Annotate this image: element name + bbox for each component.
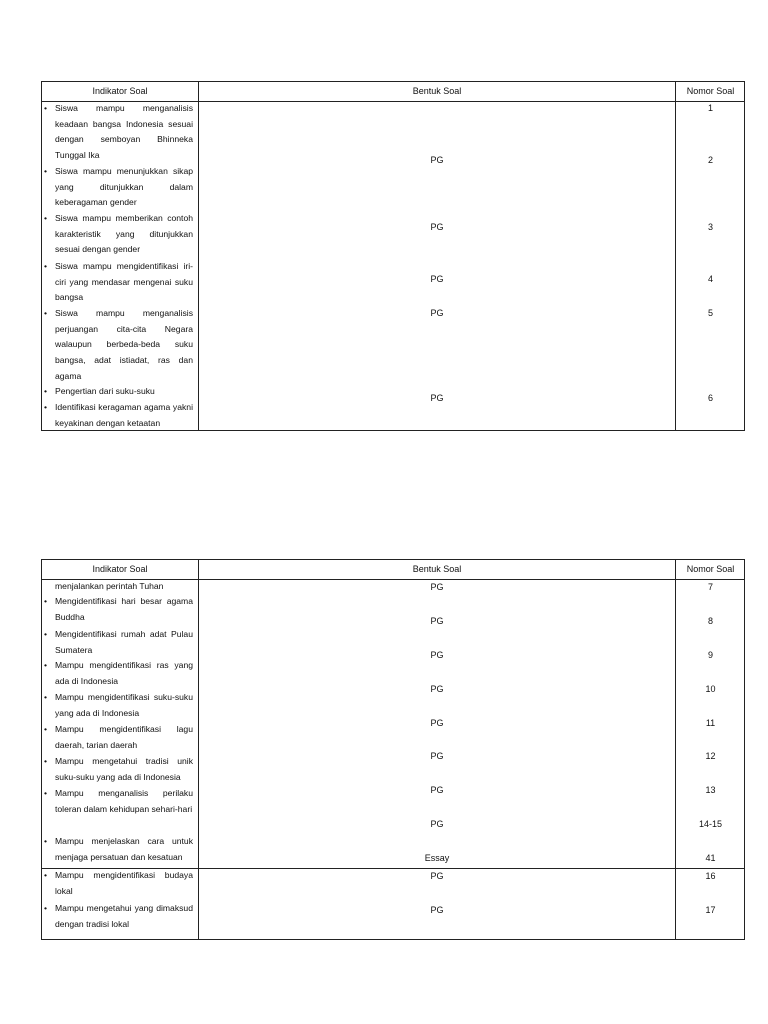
column-divider bbox=[198, 82, 199, 430]
bentuk-cell: PG bbox=[430, 222, 444, 232]
nomor-cell: 10 bbox=[705, 684, 716, 694]
indicator-continuation: menjalankan perintah Tuhan bbox=[55, 581, 164, 591]
indicator-item: • Siswa mampu memberikan contoh karakteristik yang ditunjukkan sesuai dengan gender bbox=[44, 213, 193, 255]
bentuk-cell: PG bbox=[430, 616, 444, 626]
bentuk-cell: PG bbox=[430, 684, 444, 694]
question-table-2 bbox=[41, 559, 745, 940]
bullet-icon: • bbox=[44, 402, 48, 412]
bentuk-cell: PG bbox=[430, 650, 444, 660]
bullet-icon: • bbox=[44, 596, 48, 606]
nomor-cell: 13 bbox=[705, 785, 716, 795]
indicator-item: • Siswa mampu menunjukkan sikap yang ditunjukkan dalam keberagaman gender bbox=[44, 166, 193, 208]
table-header bbox=[42, 82, 744, 102]
nomor-cell: 9 bbox=[707, 650, 713, 660]
bullet-icon: • bbox=[44, 166, 48, 176]
bentuk-cell: PG bbox=[430, 871, 444, 881]
bentuk-cell: PG bbox=[430, 582, 444, 592]
indicator-item: • Mampu mengidentifikasi suku-suku yang ada di Indonesia bbox=[44, 692, 193, 718]
bentuk-cell: PG bbox=[430, 751, 444, 761]
column-divider bbox=[675, 82, 676, 430]
nomor-cell: 3 bbox=[707, 222, 713, 232]
bullet-icon: • bbox=[44, 903, 48, 913]
bentuk-cell: PG bbox=[430, 274, 444, 284]
indicator-item: • Mampu menganalisis perilaku toleran dalam kehidupan sehari-hari bbox=[44, 788, 193, 814]
indicator-item: • Siswa mampu menganalisis keadaan bangsa Indonesia sesuai dengan semboyan Bhinneka Tunggal Ika bbox=[44, 103, 193, 161]
indicator-item: • Mengidentifikasi hari besar agama Buddha bbox=[44, 596, 193, 622]
table-header bbox=[42, 560, 744, 580]
indicator-item: • Mampu mengetahui tradisi unik suku-suku yang ada di Indonesia bbox=[44, 756, 193, 782]
bentuk-cell: PG bbox=[430, 393, 444, 403]
header-indikator: Indikator Soal bbox=[92, 564, 148, 574]
bentuk-cell: PG bbox=[430, 308, 444, 318]
bullet-icon: • bbox=[44, 756, 48, 766]
bullet-icon: • bbox=[44, 836, 48, 846]
bullet-icon: • bbox=[44, 308, 48, 318]
bentuk-cell: Essay bbox=[424, 853, 450, 863]
bentuk-cell: PG bbox=[430, 785, 444, 795]
header-bentuk: Bentuk Soal bbox=[412, 564, 462, 574]
nomor-cell: 8 bbox=[707, 616, 713, 626]
bullet-icon: • bbox=[44, 692, 48, 702]
bullet-icon: • bbox=[44, 724, 48, 734]
bentuk-cell: PG bbox=[430, 718, 444, 728]
header-nomor: Nomor Soal bbox=[686, 564, 735, 574]
bentuk-cell: PG bbox=[430, 905, 444, 915]
bullet-icon: • bbox=[44, 788, 48, 798]
indicator-item: • Siswa mampu mengidentifikasi iri-ciri yang mendasar mengenai suku bangsa bbox=[44, 261, 193, 303]
bullet-icon: • bbox=[44, 660, 48, 670]
header-bentuk: Bentuk Soal bbox=[412, 86, 462, 96]
indicator-item: • Mampu menjelaskan cara untuk menjaga persatuan dan kesatuan bbox=[44, 836, 193, 862]
nomor-cell: 11 bbox=[705, 718, 716, 728]
header-nomor: Nomor Soal bbox=[686, 86, 735, 96]
indicator-item: • Mampu mengidentifikasi ras yang ada di Indonesia bbox=[44, 660, 193, 686]
nomor-cell: 1 bbox=[707, 103, 713, 113]
nomor-cell: 41 bbox=[705, 853, 716, 863]
bentuk-cell: PG bbox=[430, 819, 444, 829]
nomor-cell: 2 bbox=[707, 155, 713, 165]
nomor-cell: 17 bbox=[705, 905, 716, 915]
indicator-item: • Pengertian dari suku-suku bbox=[44, 384, 193, 400]
nomor-cell: 12 bbox=[705, 751, 716, 761]
question-table-1 bbox=[41, 81, 745, 431]
header-indikator: Indikator Soal bbox=[92, 86, 148, 96]
nomor-cell: 6 bbox=[707, 393, 713, 403]
bullet-icon: • bbox=[44, 870, 48, 880]
bentuk-cell: PG bbox=[430, 155, 444, 165]
indicator-item: • Mampu mengidentifikasi budaya lokal bbox=[44, 870, 193, 896]
nomor-cell: 14-15 bbox=[698, 819, 723, 829]
indicator-item: • Siswa mampu menganalisis perjuangan cita-cita Negara walaupun berbeda-beda suku bangsa, adat istiadat, ras dan agama bbox=[44, 308, 193, 381]
bullet-icon: • bbox=[44, 103, 48, 113]
bullet-icon: • bbox=[44, 629, 48, 639]
bullet-icon: • bbox=[44, 386, 48, 396]
bullet-icon: • bbox=[44, 213, 48, 223]
nomor-cell: 16 bbox=[705, 871, 716, 881]
bullet-icon: • bbox=[44, 261, 48, 271]
indicator-item: • Mengidentifikasi rumah adat Pulau Sumatera bbox=[44, 629, 193, 655]
indicator-item: • Mampu mengetahui yang dimaksud dengan tradisi lokal bbox=[44, 903, 193, 929]
indicator-item: • Mampu mengidentifikasi lagu daerah, tarian daerah bbox=[44, 724, 193, 750]
nomor-cell: 5 bbox=[707, 308, 713, 318]
nomor-cell: 7 bbox=[707, 582, 713, 592]
nomor-cell: 4 bbox=[707, 274, 713, 284]
indicator-item: • Identifikasi keragaman agama yakni keyakinan dengan ketaatan bbox=[44, 402, 193, 428]
